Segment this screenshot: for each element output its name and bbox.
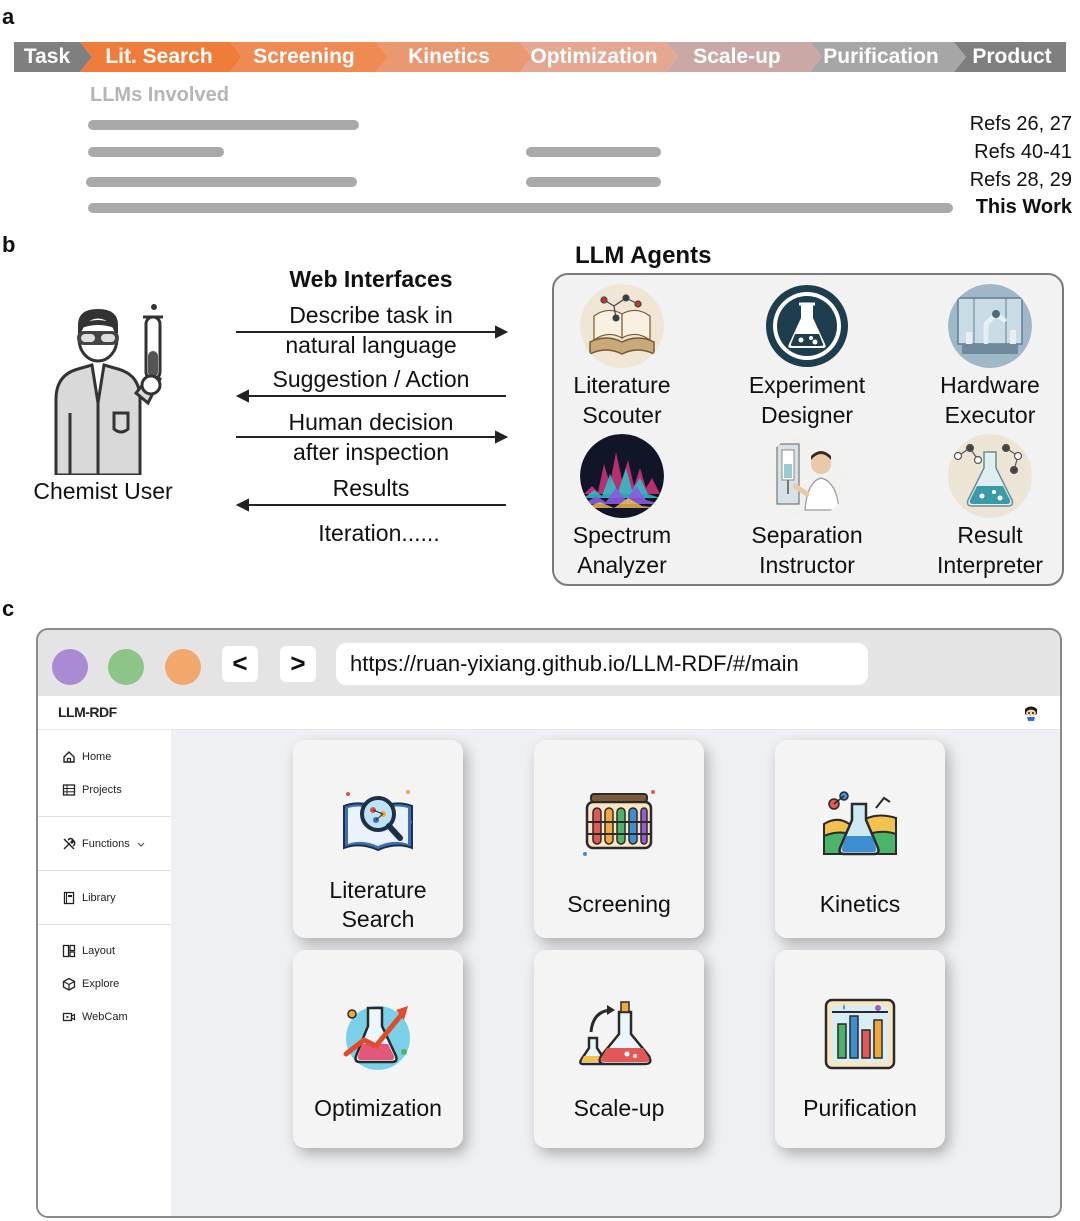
- home-icon: [62, 750, 76, 764]
- coverage-bar-refs-40-41-a: [88, 147, 224, 157]
- sidebar-item-layout[interactable]: [62, 942, 115, 960]
- book-icon: [62, 891, 76, 905]
- agent-label-line1: Result: [957, 522, 1023, 548]
- message-human-decision-line2: after inspection: [293, 439, 449, 465]
- card-label: Screening: [567, 891, 671, 917]
- chemist-user-label: Chemist User: [33, 478, 173, 504]
- reference-label: Refs 28, 29: [969, 169, 1072, 191]
- agent-label-line1: Hardware: [940, 372, 1040, 398]
- message-results: Results: [332, 475, 410, 501]
- agent-label-line2: Scouter: [582, 402, 662, 428]
- arrowhead-left: [238, 391, 248, 401]
- card-literature-search[interactable]: [293, 740, 463, 938]
- sidebar-item-library[interactable]: [62, 889, 116, 907]
- address-bar[interactable]: https://ruan-yixiang.github.io/LLM-RDF/#/main: [336, 643, 868, 685]
- book-magnifier-icon: [338, 784, 418, 864]
- spectrum-waves-icon: [580, 434, 664, 518]
- video-camera-icon: [62, 1010, 76, 1024]
- sidebar-item-webcam[interactable]: [62, 1008, 128, 1026]
- arrowhead-right: [496, 327, 506, 337]
- sidebar-item-explore[interactable]: [62, 975, 119, 993]
- flask-trend-icon: [338, 994, 418, 1074]
- stage-purification: Purification: [823, 45, 939, 68]
- agent-separation-instructor: [722, 434, 892, 580]
- column-chromatography-icon: [820, 994, 900, 1074]
- card-optimization[interactable]: [293, 950, 463, 1148]
- sidebar-item-label: Home: [82, 751, 112, 763]
- llms-involved-title: LLMs Involved: [90, 84, 229, 106]
- card-label: Optimization: [314, 1095, 442, 1121]
- coverage-bar-refs-26-27: [88, 120, 359, 130]
- card-scale-up[interactable]: [534, 950, 704, 1148]
- robot-lab-icon: [948, 284, 1032, 368]
- forward-button[interactable]: >: [280, 646, 316, 682]
- sidebar-item-label: Layout: [82, 945, 116, 957]
- sidebar-divider: [38, 870, 171, 871]
- coverage-bar-refs-28-29-b: [526, 177, 661, 187]
- sidebar-divider: [38, 816, 171, 817]
- message-describe-task-line1: Describe task in: [289, 302, 453, 328]
- coverage-bar-refs-40-41-b: [526, 147, 661, 157]
- github-octocat-icon[interactable]: [1022, 704, 1040, 722]
- llm-agents-title: LLM Agents: [575, 242, 712, 269]
- chemist-at-bench-icon: [765, 434, 849, 518]
- agent-label-line2: Interpreter: [936, 552, 1044, 578]
- agent-label-line1: Separation: [751, 522, 863, 548]
- table-icon: [62, 783, 76, 797]
- card-label: Purification: [803, 1095, 917, 1121]
- tube-rack-icon: [579, 784, 659, 864]
- flask-chart-icon: [820, 784, 900, 864]
- agent-spectrum-analyzer: [537, 434, 707, 580]
- message-arrows: [230, 320, 516, 520]
- message-iteration: Iteration......: [318, 520, 440, 546]
- layout-icon: [62, 944, 76, 958]
- coverage-bar-this-work: [88, 203, 953, 213]
- web-interfaces-title: Web Interfaces: [289, 266, 453, 292]
- reference-label: Refs 40-41: [974, 141, 1072, 163]
- agent-label-line2: Designer: [760, 402, 854, 428]
- card-purification[interactable]: [775, 950, 945, 1148]
- card-label-line1: Literature: [329, 877, 427, 903]
- stage-kinetics: Kinetics: [408, 45, 490, 68]
- reference-label: Refs 26, 27: [969, 113, 1072, 135]
- tools-icon: [62, 837, 76, 851]
- message-describe-task-line2: natural language: [285, 332, 457, 358]
- app-brand[interactable]: LLM-RDF: [58, 704, 117, 720]
- sidebar-item-projects[interactable]: [62, 781, 122, 799]
- message-suggestion-action: Suggestion / Action: [272, 366, 470, 392]
- card-label: Kinetics: [819, 891, 901, 917]
- window-dot-green[interactable]: [108, 649, 144, 685]
- stage-lit-search: Lit. Search: [105, 45, 213, 68]
- card-screening[interactable]: [534, 740, 704, 938]
- panel-label-a: a: [2, 4, 15, 29]
- agent-experiment-designer: [722, 284, 892, 430]
- arrowhead-left: [238, 500, 248, 510]
- chevron-down-icon: [136, 839, 146, 849]
- stage-product: Product: [972, 45, 1052, 68]
- message-human-decision-line1: Human decision: [288, 409, 454, 435]
- app-sidebar: [38, 730, 171, 1218]
- arrowhead-right: [496, 432, 506, 442]
- agent-label-line1: Literature: [573, 372, 671, 398]
- app-header: [38, 696, 1062, 730]
- stage-screening: Screening: [253, 45, 355, 68]
- stage-scale-up: Scale-up: [693, 45, 781, 68]
- browser-window: [36, 628, 1062, 1218]
- flask-transfer-icon: [579, 994, 659, 1074]
- agent-literature-scouter: [537, 284, 707, 430]
- agent-label-line2: Executor: [944, 402, 1036, 428]
- flask-badge-icon: [765, 284, 849, 368]
- cube-icon: [62, 977, 76, 991]
- agent-label-line1: Experiment: [748, 372, 866, 398]
- panel-label-b: b: [2, 232, 16, 257]
- reference-label-this-work: This Work: [975, 196, 1072, 218]
- window-dot-purple[interactable]: [52, 649, 88, 685]
- chemist-user-icon: [48, 303, 172, 475]
- stage-optimization: Optimization: [530, 45, 658, 68]
- card-label: Scale-up: [573, 1095, 665, 1121]
- sidebar-item-home[interactable]: [62, 748, 111, 766]
- agent-result-interpreter: [905, 434, 1075, 580]
- old-book-molecules-icon: [580, 284, 664, 368]
- sidebar-item-label: Library: [82, 892, 116, 904]
- sidebar-item-label: Projects: [82, 784, 122, 796]
- back-button[interactable]: <: [222, 646, 258, 682]
- agent-label-line2: Instructor: [759, 552, 855, 578]
- coverage-bar-refs-28-29-a: [86, 177, 357, 187]
- panel-label-c: c: [2, 596, 15, 621]
- sidebar-item-label: WebCam: [82, 1011, 128, 1023]
- agent-label-line1: Spectrum: [572, 522, 672, 548]
- agent-label-line2: Analyzer: [577, 552, 667, 578]
- flask-molecules-icon: [948, 434, 1032, 518]
- card-label-line2: Search: [341, 906, 415, 932]
- function-grid: [171, 730, 1062, 1218]
- window-dot-orange[interactable]: [165, 649, 201, 685]
- stage-task: Task: [23, 45, 71, 68]
- sidebar-item-label: Functions: [82, 838, 130, 850]
- sidebar-item-functions[interactable]: [62, 835, 146, 853]
- card-kinetics[interactable]: [775, 740, 945, 938]
- sidebar-item-label: Explore: [82, 978, 120, 990]
- sidebar-divider: [38, 924, 171, 925]
- agent-hardware-executor: [905, 284, 1075, 430]
